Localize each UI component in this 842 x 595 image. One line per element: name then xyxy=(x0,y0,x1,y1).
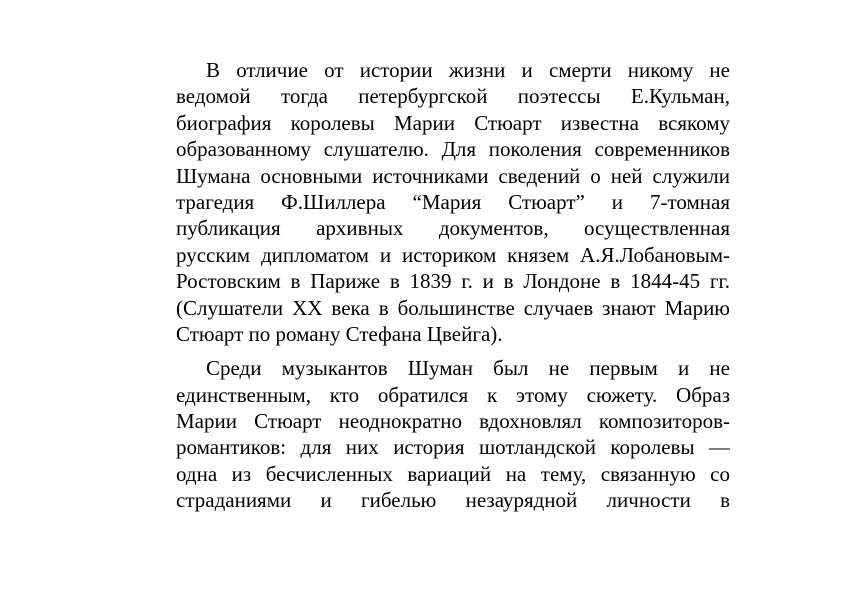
paragraph-spacer xyxy=(176,347,730,355)
text-line: русским дипломатом и историком князем А.Я.Лобановым- xyxy=(176,242,730,267)
text-line: Среди музыкантов Шуман был не первым и не xyxy=(206,356,730,381)
text-line: В отличие от истории жизни и смерти никому не xyxy=(206,58,730,82)
text-line: публикация архивных документов, осуществленная xyxy=(176,216,730,241)
text-line: ведомой тогда петербургской поэтессы Е.Кульман, xyxy=(176,84,730,109)
text-line: Стюарт по роману Стефана Цвейга). xyxy=(176,321,503,346)
text-line: романтиков: для них история шотландской королевы — xyxy=(176,435,730,460)
body-text xyxy=(176,57,730,514)
text-line: Ростовским в Париже в 1839 г. и в Лондоне в 1844-45 гг. xyxy=(176,269,730,294)
paragraph-2 xyxy=(176,355,730,513)
text-line: трагедия Ф.Шиллера “Мария Стюарт” и 7-томная xyxy=(176,189,730,214)
text-line: биография королевы Марии Стюарт известна всякому xyxy=(176,110,730,135)
paragraph-1 xyxy=(176,57,730,347)
text-line: образованному слушателю. Для поколения современников xyxy=(176,137,730,162)
text-line: единственным, кто обратился к этому сюжету. Образ xyxy=(176,382,730,407)
text-line: (Слушатели XX века в большинстве случаев знают Марию xyxy=(176,295,730,320)
text-line: страданиями и гибелью незаурядной личности в xyxy=(176,488,730,513)
text-line: Шумана основными источниками сведений о ней служили xyxy=(176,163,730,188)
text-line: одна из бесчисленных вариаций на тему, связанную со xyxy=(176,461,730,486)
text-line: Марии Стюарт неоднократно вдохновлял композиторов- xyxy=(176,409,730,434)
